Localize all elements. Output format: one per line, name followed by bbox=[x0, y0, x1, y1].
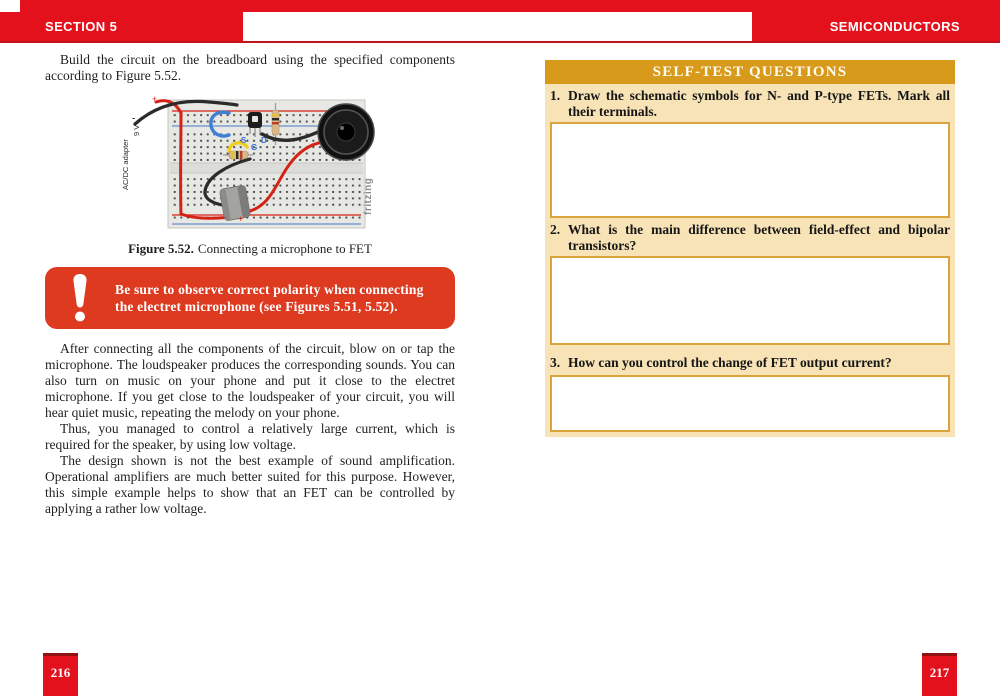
question-1-number: 1. bbox=[550, 88, 561, 103]
body-paragraph: The design shown is not the best example of sound amplification. Operational amplifiers are much better suited for this purpose. However, this simple example helps to show that an FET can be controlled by applying a rather low voltage. bbox=[45, 453, 455, 516]
question-3-text: How can you control the change of FET output current? bbox=[568, 355, 892, 370]
figure-caption-text: Connecting a microphone to FET bbox=[197, 241, 372, 256]
chapter-tab bbox=[752, 12, 1000, 41]
answer-box-3 bbox=[550, 375, 950, 432]
self-test-body bbox=[545, 84, 955, 437]
self-test-panel bbox=[545, 60, 955, 437]
loudspeaker bbox=[318, 104, 374, 160]
voltage-label: 9 V bbox=[132, 124, 141, 136]
fritzing-watermark: fritzing bbox=[363, 177, 374, 215]
chapter-tab-label: SEMICONDUCTORS bbox=[829, 19, 960, 34]
section-tab bbox=[0, 12, 243, 41]
plus-marker: + bbox=[152, 94, 158, 104]
question-1-text: Draw the schematic symbols for N- and P-type FETs. Mark all their terminals. bbox=[568, 88, 950, 119]
minus-marker: - bbox=[132, 113, 136, 124]
question-3-number: 3. bbox=[550, 355, 561, 370]
figure-caption-label: Figure 5.52. bbox=[128, 241, 194, 256]
pin-s-label: S bbox=[241, 136, 247, 145]
resistor-horizontal bbox=[229, 151, 248, 159]
breadboard-illustration bbox=[119, 93, 375, 231]
header-divider bbox=[0, 41, 1000, 43]
answer-box-2 bbox=[550, 256, 950, 345]
question-1 bbox=[550, 88, 950, 120]
section-tab-label: SECTION 5 bbox=[45, 19, 118, 34]
mic-minus-marker: - bbox=[224, 213, 227, 222]
question-2 bbox=[550, 222, 950, 254]
header-red-strip bbox=[20, 0, 1000, 12]
body-text bbox=[45, 341, 455, 517]
warning-text: Be sure to observe correct polarity when connecting the electret microphone (see Figures 5.51, 5.52). bbox=[115, 282, 424, 314]
pin-g-label: G bbox=[251, 143, 258, 152]
answer-box-1 bbox=[550, 122, 950, 218]
warning-box bbox=[45, 267, 455, 329]
question-3 bbox=[550, 355, 950, 371]
self-test-title: SELF-TEST QUESTIONS bbox=[545, 60, 955, 84]
figure-caption bbox=[45, 241, 455, 257]
question-2-text: What is the main difference between field-effect and bipolar transistors? bbox=[568, 222, 950, 253]
figure-breadboard bbox=[119, 93, 375, 231]
exclamation-icon bbox=[45, 273, 115, 323]
mic-plus-marker: + bbox=[238, 214, 244, 224]
intro-paragraph: Build the circuit on the breadboard using the specified components according to Figure 5.52. bbox=[45, 52, 455, 83]
question-2-number: 2. bbox=[550, 222, 561, 237]
body-paragraph: Thus, you managed to control a relatively large current, which is required for the speaker, by using low voltage. bbox=[45, 421, 455, 452]
body-paragraph: After connecting all the components of the circuit, blow on or tap the microphone. The loudspeaker produces the corresponding sounds. You can also turn on music on your phone and put it close to the electret microphone. If you get close to the loudspeaker of your circuit, you will hear quiet music, repeating the melody on your phone. bbox=[45, 341, 455, 420]
page-number-right: 217 bbox=[922, 653, 957, 696]
adapter-label: AC/DC adapter bbox=[121, 139, 130, 190]
pin-d-label: D bbox=[261, 136, 267, 145]
page-number-left: 216 bbox=[43, 653, 78, 696]
